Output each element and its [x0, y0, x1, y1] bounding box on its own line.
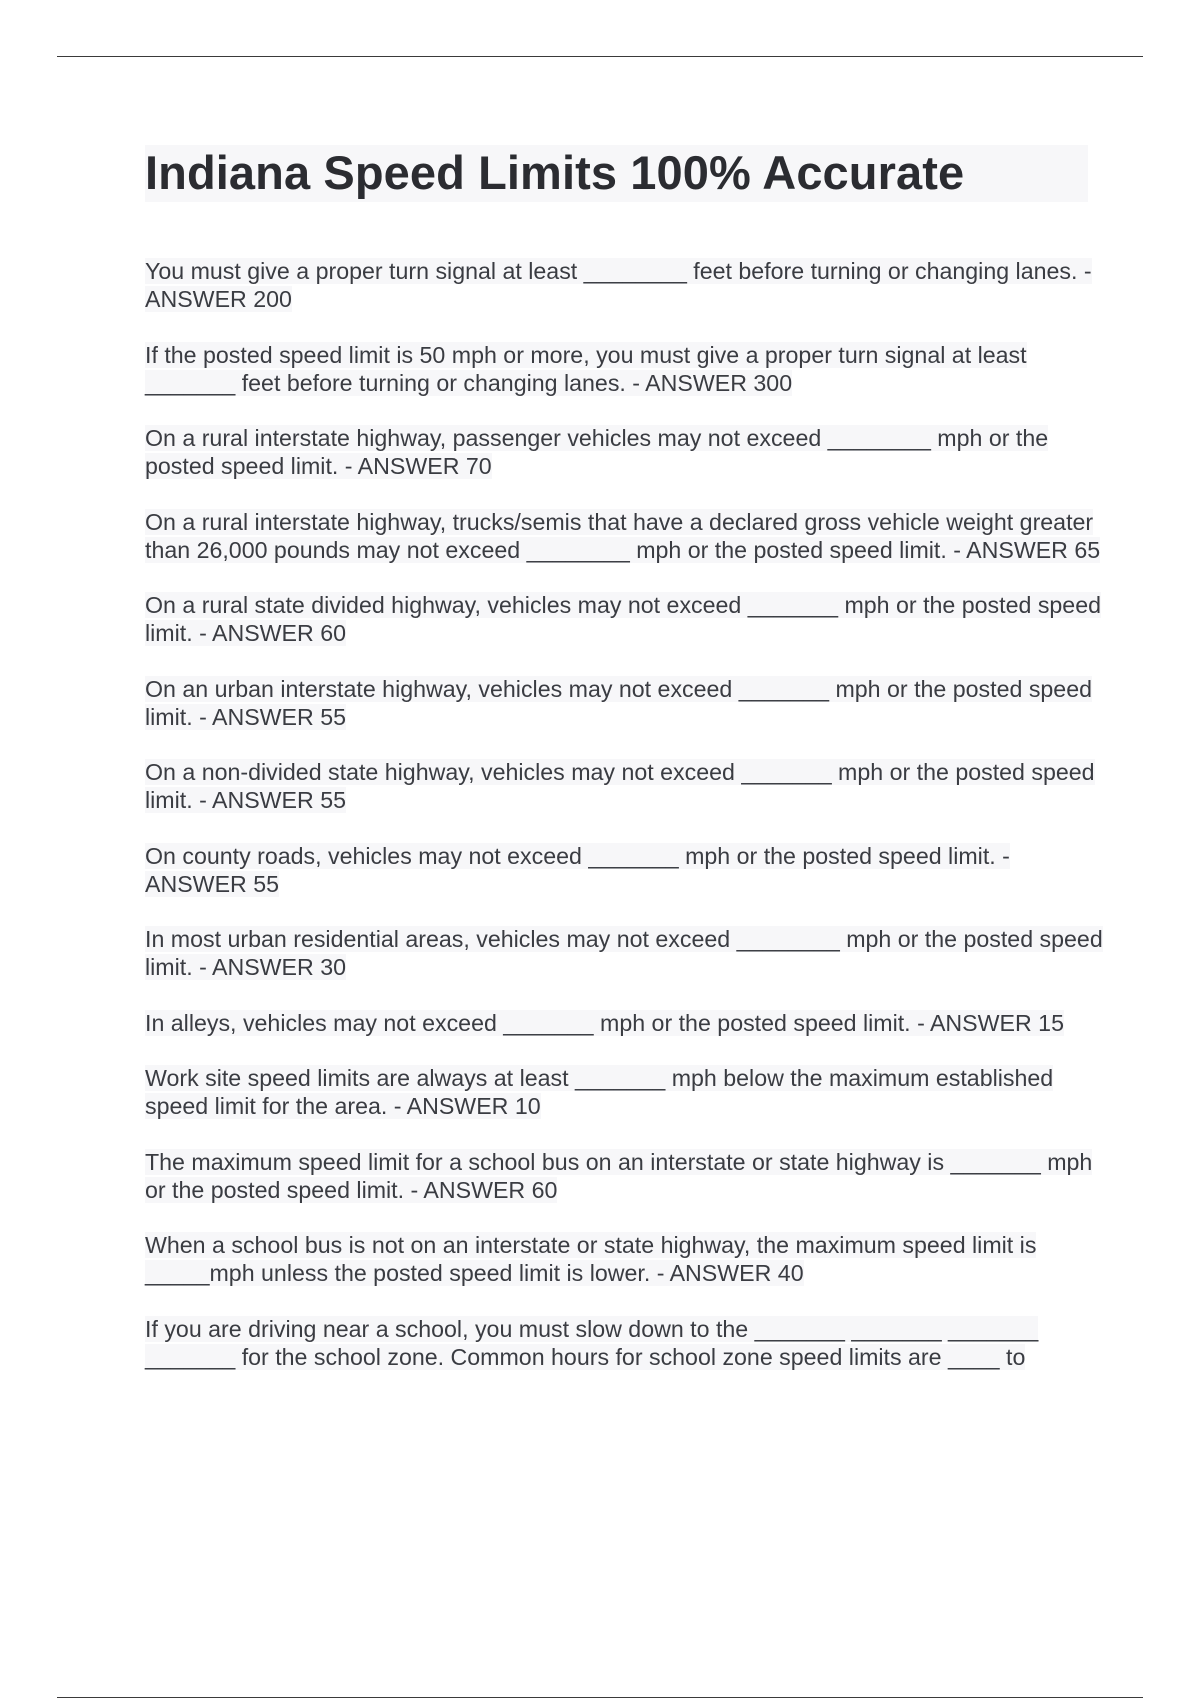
qa-item-rural-state-divided [145, 591, 1105, 647]
qa-item-text: You must give a proper turn signal at least ________ feet before turning or changing lanes. - ANSWER 200 [145, 258, 1092, 312]
question-list [145, 257, 1105, 1398]
top-rule [57, 56, 1143, 57]
qa-item-alleys [145, 1009, 1105, 1037]
qa-item-non-divided-state [145, 758, 1105, 814]
qa-item-text: In alleys, vehicles may not exceed _______ mph or the posted speed limit. - ANSWER 15 [145, 1009, 1064, 1036]
qa-item-rural-interstate-trucks [145, 508, 1105, 564]
qa-item-urban-residential [145, 925, 1105, 981]
qa-item-school-bus-other [145, 1231, 1105, 1287]
qa-item-text: When a school bus is not on an interstate or state highway, the maximum speed limit is _____mph unless the posted speed limit is lower. - ANSWER 40 [145, 1232, 1037, 1286]
qa-item-school-bus-highway [145, 1148, 1105, 1204]
qa-item-county-roads [145, 842, 1105, 898]
bottom-rule [57, 1697, 1143, 1698]
qa-item-text: On an urban interstate highway, vehicles may not exceed _______ mph or the posted speed limit. - ANSWER 55 [145, 675, 1092, 730]
qa-item-text: On a rural interstate highway, passenger vehicles may not exceed ________ mph or the posted speed limit. - ANSWER 70 [145, 425, 1049, 479]
qa-item-text: On county roads, vehicles may not exceed _______ mph or the posted speed limit. - ANSWER 55 [145, 842, 1010, 897]
qa-item-text: On a non-divided state highway, vehicles may not exceed _______ mph or the posted speed limit. - ANSWER 55 [145, 759, 1095, 813]
qa-item-text: If the posted speed limit is 50 mph or more, you must give a proper turn signal at least _______ feet before turning or changing lanes. - ANSWER 300 [145, 341, 1027, 396]
qa-item-text: If you are driving near a school, you must slow down to the _______ _______ _______ _______ for the school zone. Common hours for school zone speed limits are ____ to [145, 1315, 1039, 1370]
qa-item-text: The maximum speed limit for a school bus on an interstate or state highway is _______ mph or the posted speed limit. - ANSWER 60 [145, 1148, 1093, 1203]
qa-item-text: On a rural interstate highway, trucks/semis that have a declared gross vehicle weight greater than 26,000 pounds may not exceed ________ mph or the posted speed limit. - ANSWER 65 [145, 508, 1101, 563]
qa-item-school-zone [145, 1315, 1105, 1371]
qa-item-text: In most urban residential areas, vehicles may not exceed ________ mph or the posted speed limit. - ANSWER 30 [145, 926, 1103, 980]
qa-item-urban-interstate [145, 675, 1105, 731]
qa-item-text: Work site speed limits are always at least _______ mph below the maximum established speed limit for the area. - ANSWER 10 [145, 1065, 1054, 1119]
qa-item-text: On a rural state divided highway, vehicles may not exceed _______ mph or the posted speed limit. - ANSWER 60 [145, 592, 1101, 646]
qa-item-turn-signal-50mph [145, 341, 1105, 397]
qa-item-rural-interstate-passenger [145, 424, 1105, 480]
qa-item-speed-turn-signal [145, 257, 1105, 313]
qa-item-work-site [145, 1064, 1105, 1120]
page-title: Indiana Speed Limits 100% Accurate [145, 146, 965, 199]
